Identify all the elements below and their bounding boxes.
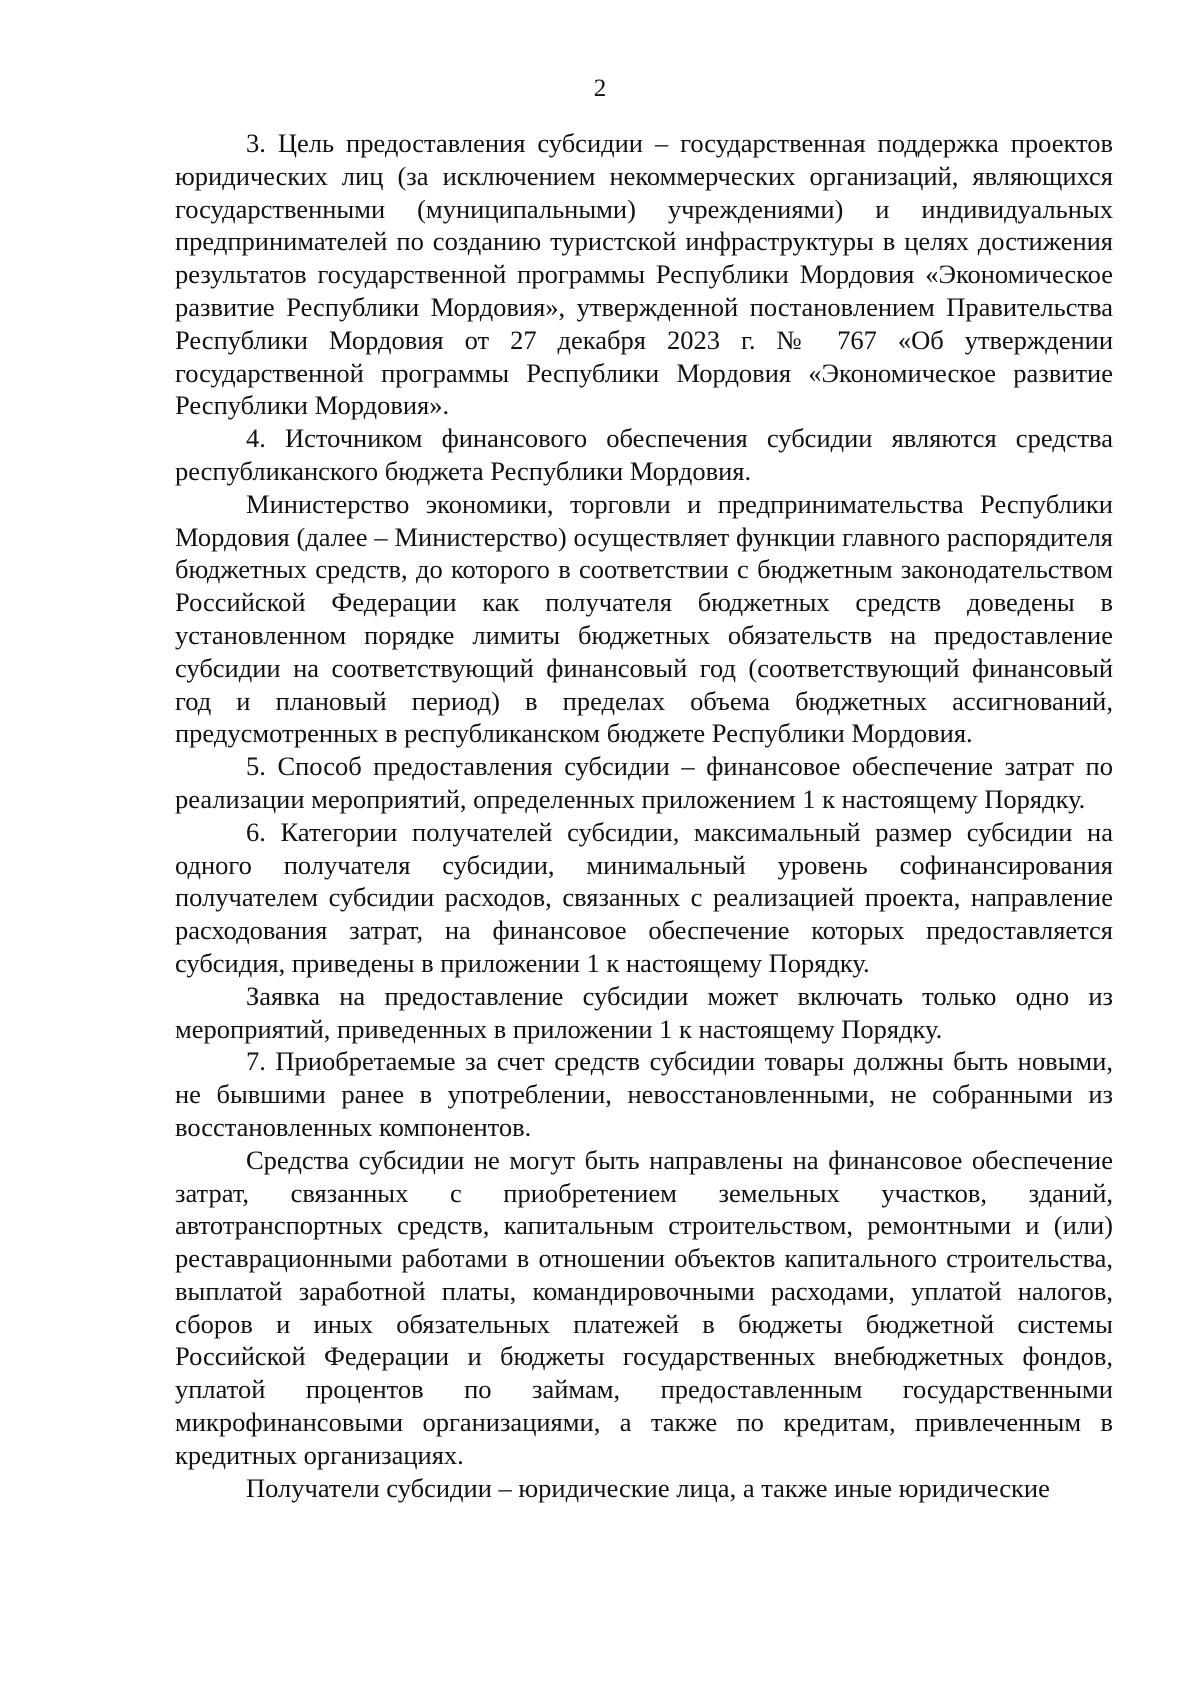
paragraph-item-5-method: 5. Способ предоставления субсидии – финансовое обеспечение затрат по реализации мероприятий, определенных приложением 1 к настоящему Порядку. bbox=[175, 751, 1113, 814]
paragraph-item-6-categories: 6. Категории получателей субсидии, максимальный размер субсидии на одного получателя субсидии, минимальный уровень софинансирования получателем субсидии расходов, связанных с реализацией проекта, направление расходования затрат, на финансовое обеспечение которых предоставляется субсидия, приведены в приложении 1 к настоящему Порядку. bbox=[175, 816, 1113, 978]
paragraph-item-7-goods: 7. Приобретаемые за счет средств субсидии товары должны быть новыми, не бывшими ранее в употреблении, невосстановленными, не собранными из восстановленных компонентов. bbox=[175, 1046, 1113, 1142]
paragraph-ministry-functions: Министерство экономики, торговли и предпринимательства Республики Мордовия (далее – Министерство) осуществляет функции главного распорядителя бюджетных средств, до которого в соответствии с бюджетным законодательством Российской Федерации как получателя бюджетных средств доведены в установленном порядке лимиты бюджетных обязательств на предоставление субсидии на соответствующий финансовый год (соответствующий финансовый год и плановый период) в пределах объема бюджетных ассигнований, предусмотренных в республиканском бюджете Республики Мордовия. bbox=[175, 488, 1113, 749]
page-number: 2 bbox=[593, 75, 607, 102]
paragraph-item-3-goal: 3. Цель предоставления субсидии – государственная поддержка проектов юридических лиц (за исключением некоммерческих организаций, являющихся государственными (муниципальными) учреждениями) и индивидуальных предпринимателей по созданию туристской инфраструктуры в целях достижения результатов государственной программы Республики Мордовия «Экономическое развитие Республики Мордовия», утвержденной постановлением Правительства Республики Мордовия от 27 декабря 2023 г. № 767 «Об утверждении государственной программы Республики Мордовия «Экономическое развитие Республики Мордовия». bbox=[175, 128, 1113, 421]
paragraph-application-scope: Заявка на предоставление субсидии может включать только одно из мероприятий, приведенных в приложении 1 к настоящему Порядку. bbox=[175, 980, 1113, 1044]
paragraph-item-4-funding-source: 4. Источником финансового обеспечения субсидии являются средства республиканского бюджета Республики Мордовия. bbox=[175, 423, 1113, 486]
paragraph-recipients: Получатели субсидии – юридические лица, а также иные юридические bbox=[246, 1472, 1050, 1503]
paragraph-restrictions: Средства субсидии не могут быть направлены на финансовое обеспечение затрат, связанных с приобретением земельных участков, зданий, автотранспортных средств, капитальным строительством, ремонтными и (или) реставрационными работами в отношении объектов капитального строительства, выплатой заработной платы, командировочными расходами, уплатой налогов, сборов и иных обязательных платежей в бюджеты бюджетной системы Российской Федерации и бюджеты государственных внебюджетных фондов, уплатой процентов по займам, предоставленным государственными микрофинансовыми организациями, а также по кредитам, привлеченным в кредитных организациях. bbox=[175, 1144, 1113, 1470]
document-body bbox=[175, 127, 1113, 1504]
